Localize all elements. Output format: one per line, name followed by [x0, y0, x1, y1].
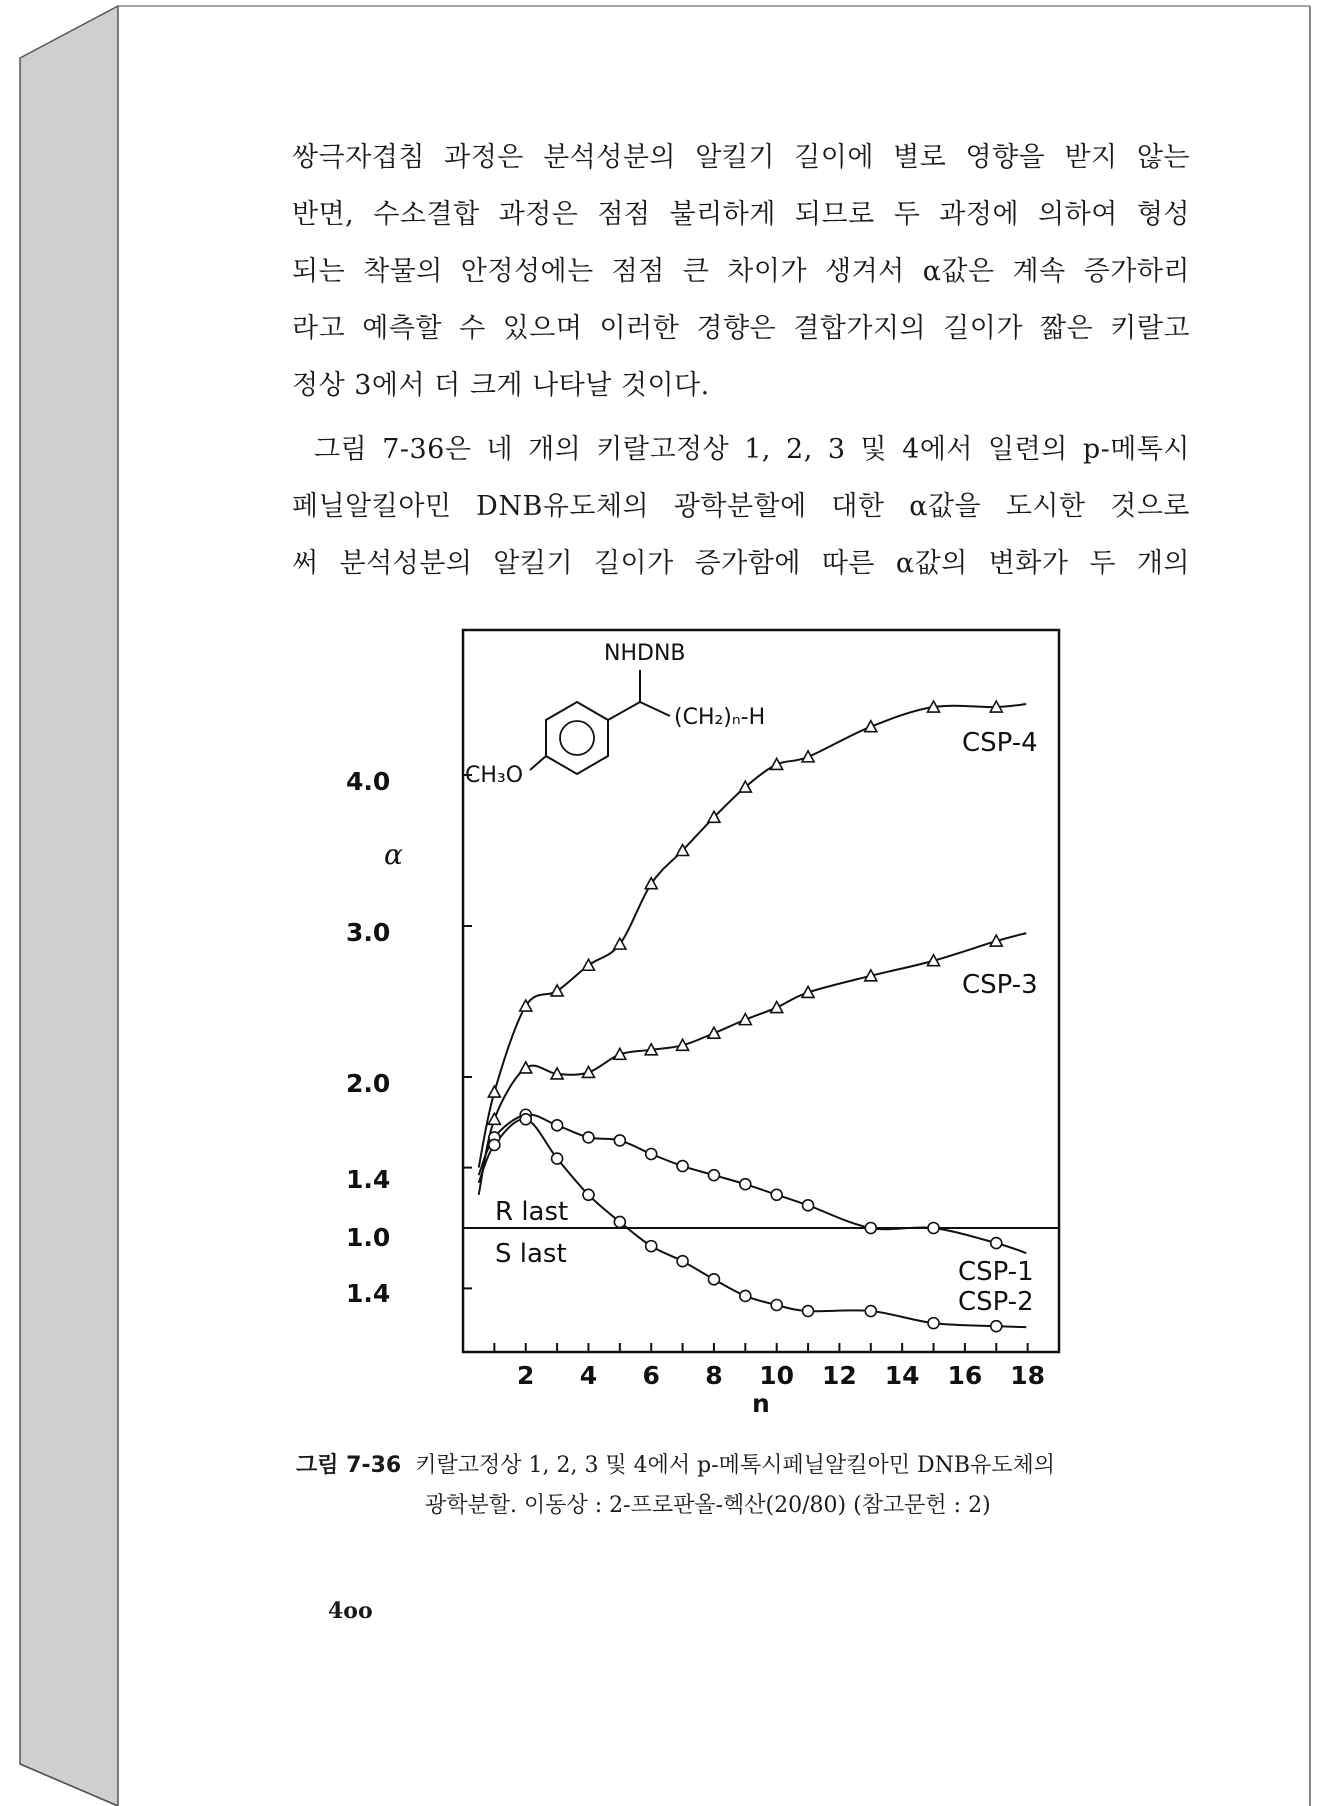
- bond-ch-chain: [640, 702, 670, 716]
- data-point-csp-4: [582, 959, 594, 970]
- data-point-csp-4: [614, 938, 626, 949]
- series-label-csp-1: CSP-1: [958, 1257, 1034, 1287]
- x-tick-label: 4: [579, 1361, 598, 1390]
- body-line: 되는 착물의 안정성에는 점점 큰 차이가 생겨서 α값은 계속 증가하리: [292, 256, 1190, 287]
- series-label-csp-4: CSP-4: [962, 728, 1038, 758]
- body-line: 페닐알킬아민 DNB유도체의 광학분할에 대한 α값을 도시한 것으로: [292, 491, 1190, 522]
- data-point-csp-2: [928, 1318, 939, 1329]
- x-axis-label: n: [752, 1389, 770, 1418]
- body-line: 써 분석성분의 알킬기 길이가 증가함에 따른 α값의 변화가 두 개의: [292, 548, 1190, 579]
- data-point-csp-2: [771, 1300, 782, 1311]
- data-point-csp-2: [520, 1114, 531, 1125]
- data-point-csp-1: [928, 1223, 939, 1234]
- y-tick-label: 4.0: [346, 767, 391, 796]
- data-point-csp-2: [991, 1321, 1002, 1332]
- y-axis-label: α: [384, 838, 403, 871]
- figure-caption: [296, 1450, 1196, 1482]
- data-point-csp-2: [552, 1153, 563, 1164]
- body-line: 그림 7-36은 네 개의 키랄고정상 1, 2, 3 및 4에서 일련의 p-메톡시: [314, 434, 1190, 465]
- x-tick-label: 14: [884, 1361, 920, 1390]
- data-point-csp-1: [803, 1200, 814, 1211]
- data-point-csp-4: [771, 758, 783, 769]
- region-label-r-last: R last: [495, 1197, 569, 1227]
- data-point-csp-3: [520, 1062, 532, 1073]
- caption-text-line2: 광학분할. 이동상 : 2-프로판올-헥산(20/80) (참고문헌 : 2): [425, 1493, 991, 1518]
- data-point-csp-1: [677, 1161, 688, 1172]
- data-point-csp-3: [582, 1066, 594, 1077]
- data-point-csp-1: [740, 1179, 751, 1190]
- data-point-csp-1: [552, 1120, 563, 1131]
- data-point-csp-2: [583, 1189, 594, 1200]
- structure-label-nhdnb: NHDNB: [604, 641, 686, 666]
- x-tick-label: 8: [705, 1361, 723, 1390]
- data-point-csp-1: [583, 1132, 594, 1143]
- data-point-csp-2: [677, 1256, 688, 1267]
- body-line: 쌍극자겹침 과정은 분석성분의 알킬기 길이에 별로 영향을 받지 않는: [292, 142, 1190, 173]
- caption-text-line1: 키랄고정상 1, 2, 3 및 4에서 p-메톡시페닐알킬아민 DNB유도체의: [415, 1453, 1056, 1478]
- benzene-ring-circle: [560, 721, 594, 755]
- data-point-csp-1: [771, 1189, 782, 1200]
- data-point-csp-1: [646, 1149, 657, 1160]
- data-point-csp-4: [865, 721, 877, 732]
- body-line: 반면, 수소결합 과정은 점점 불리하게 되므로 두 과정에 의하여 형성: [292, 199, 1190, 230]
- series-curve-csp-4: [479, 704, 1027, 1168]
- y-tick-label: 3.0: [346, 918, 391, 947]
- bond-ring-ch: [608, 702, 640, 720]
- x-tick-label: 6: [642, 1361, 660, 1390]
- series-curve-csp-1: [479, 1114, 1027, 1253]
- data-point-csp-4: [802, 751, 814, 762]
- data-point-csp-2: [489, 1139, 500, 1150]
- body-line: 정상 3에서 더 크게 나타날 것이다.: [292, 370, 710, 401]
- data-point-csp-3: [488, 1113, 500, 1124]
- y-tick-label: 2.0: [346, 1069, 391, 1098]
- y-tick-label: 1.4: [346, 1279, 391, 1308]
- y-tick-label: 1.0: [346, 1223, 391, 1252]
- x-tick-label: 12: [822, 1361, 857, 1390]
- data-point-csp-1: [614, 1135, 625, 1146]
- data-point-csp-2: [646, 1241, 657, 1252]
- bond-ring-o: [530, 756, 546, 770]
- alpha-vs-n-chart: [346, 620, 1080, 1420]
- data-point-csp-1: [991, 1238, 1002, 1249]
- data-point-csp-3: [771, 1002, 783, 1013]
- x-tick-label: 18: [1010, 1361, 1046, 1390]
- structure-diagram: [465, 641, 765, 788]
- structure-label-methoxy: CH₃O: [465, 763, 524, 788]
- data-point-csp-1: [865, 1223, 876, 1234]
- page-number: 4oo: [328, 1598, 373, 1624]
- body-line: 라고 예측할 수 있으며 이러한 경향은 결합가지의 길이가 짧은 키랄고: [292, 313, 1190, 344]
- region-label-s-last: S last: [495, 1239, 567, 1269]
- structure-label-chain: (CH₂)ₙ-H: [674, 705, 766, 730]
- figure-id: 그림 7-36: [296, 1453, 402, 1478]
- data-point-csp-1: [708, 1170, 719, 1181]
- x-tick-label: 16: [947, 1361, 983, 1390]
- data-point-csp-3: [708, 1027, 720, 1038]
- data-point-csp-2: [803, 1306, 814, 1317]
- data-point-csp-3: [739, 1014, 751, 1025]
- data-point-csp-2: [708, 1274, 719, 1285]
- y-tick-label: 1.4: [346, 1165, 391, 1194]
- benzene-ring: [546, 702, 608, 774]
- series-label-csp-3: CSP-3: [962, 970, 1038, 1000]
- data-point-csp-2: [614, 1216, 625, 1227]
- data-point-csp-4: [488, 1086, 500, 1097]
- x-tick-label: 2: [517, 1361, 535, 1390]
- series-label-csp-2: CSP-2: [958, 1287, 1034, 1317]
- x-tick-label: 10: [759, 1361, 795, 1390]
- data-point-csp-2: [865, 1306, 876, 1317]
- data-point-csp-2: [740, 1290, 751, 1301]
- data-point-csp-4: [551, 985, 563, 996]
